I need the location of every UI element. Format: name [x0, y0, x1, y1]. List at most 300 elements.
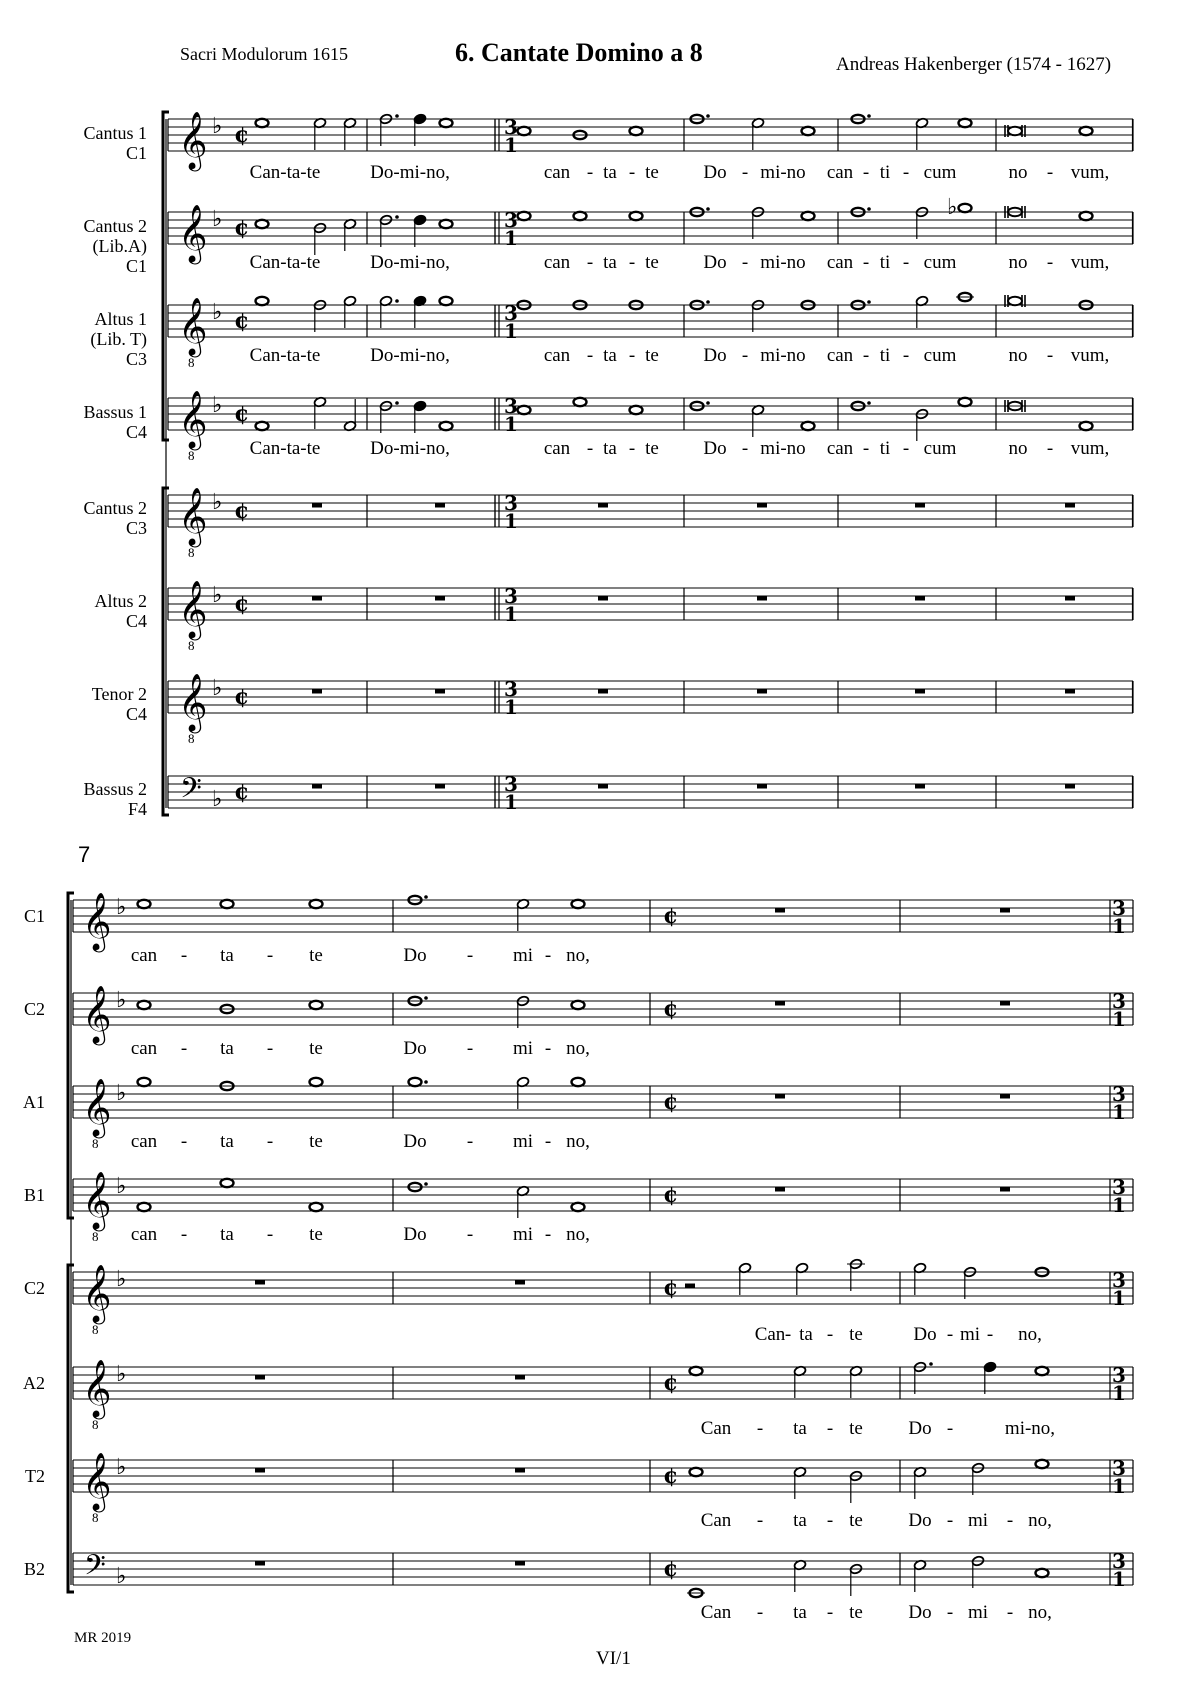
- cut-time-icon: ¢: [234, 684, 250, 710]
- lyric-syllable: vum,: [1070, 438, 1110, 459]
- lyric-syllable: mi: [512, 1224, 534, 1245]
- flat-sign-icon: ♭: [212, 300, 223, 325]
- flat-sign-icon: ♭: [212, 207, 223, 232]
- lyric-syllable: -: [741, 345, 749, 366]
- lyric-syllable: Can: [700, 1602, 732, 1623]
- voice-label: C1: [23, 906, 45, 926]
- treble-clef-icon: 𝄞: [178, 111, 208, 169]
- notehead: [1080, 422, 1093, 430]
- notehead: [1080, 127, 1093, 135]
- time-sig-1: 1: [1112, 1100, 1126, 1124]
- time-sig-3: 3: [504, 677, 518, 701]
- voice-label: C4: [125, 422, 147, 442]
- notehead: [1008, 297, 1022, 305]
- flat-sign-icon: ♭: [116, 1267, 127, 1292]
- lyric-syllable: -: [466, 1131, 474, 1152]
- note: [793, 1559, 806, 1592]
- note: [440, 220, 453, 228]
- lyric-syllable: -: [986, 1324, 994, 1345]
- lyric-syllable: -: [946, 1418, 954, 1439]
- note: [793, 1466, 806, 1499]
- time-sig-3: 3: [1112, 1082, 1126, 1106]
- voice-label: Bassus 2: [83, 779, 147, 799]
- voice-label: C1: [125, 256, 147, 276]
- lyric-syllable: mi-no: [760, 252, 806, 273]
- lyric-syllable: ti: [879, 252, 891, 273]
- lyric-syllable: cum: [923, 345, 957, 366]
- lyric-syllable: Do-mi-no,: [370, 252, 450, 273]
- time-sig-3: 3: [504, 208, 518, 232]
- notehead: [256, 422, 269, 430]
- treble-clef-icon: 𝄞: [178, 487, 208, 545]
- note: [409, 1078, 428, 1086]
- note: [138, 1203, 151, 1211]
- lyric-syllable: ta: [603, 438, 617, 459]
- lyric-syllable: -: [628, 438, 636, 459]
- lyric-syllable: te: [645, 162, 659, 183]
- lyric-syllable: -: [586, 345, 594, 366]
- whole-rest-icon: [312, 784, 322, 789]
- lyric-syllable: mi: [967, 1602, 989, 1623]
- octave-eight-mark: 8: [188, 355, 195, 370]
- note: [847, 1258, 865, 1291]
- voice-label: Tenor 2: [91, 684, 147, 704]
- note: [574, 212, 587, 220]
- note: [690, 1468, 703, 1476]
- whole-rest-icon: [775, 1094, 785, 1099]
- note: [313, 222, 326, 255]
- lyric-syllable: -: [180, 1224, 188, 1245]
- lyric-syllable: te: [309, 1224, 323, 1245]
- lyric-syllable: no,: [566, 1224, 590, 1245]
- whole-rest-icon: [598, 503, 608, 508]
- lyric-syllable: te: [309, 945, 323, 966]
- lyric-syllable: -: [466, 1224, 474, 1245]
- notehead: [518, 212, 531, 220]
- lyric-syllable: Can: [700, 1418, 732, 1439]
- lyric-syllable: cum: [923, 252, 957, 273]
- note: [518, 127, 531, 135]
- notehead: [574, 398, 587, 406]
- cut-time-icon: ¢: [234, 401, 250, 427]
- lyric-syllable: te: [309, 1131, 323, 1152]
- voice-label: A2: [23, 1373, 45, 1393]
- lyric-syllable: -: [756, 1418, 764, 1439]
- note: [1080, 127, 1093, 135]
- note: [802, 212, 815, 220]
- notehead: [959, 398, 972, 406]
- lyric-syllable: vum,: [1070, 252, 1110, 273]
- note: [572, 1078, 585, 1086]
- note: [379, 400, 398, 433]
- lyric-syllable: ta: [220, 945, 234, 966]
- flat-sign-icon: ♭: [212, 676, 223, 701]
- lyric-syllable: -: [544, 1224, 552, 1245]
- cut-time-icon: ¢: [663, 903, 679, 929]
- lyric-syllable: -: [1006, 1510, 1014, 1531]
- notehead: [802, 127, 815, 135]
- flat-sign-icon: ♭: [947, 195, 958, 220]
- treble-clef-icon: 𝄞: [82, 1264, 112, 1322]
- voice-label: C4: [125, 611, 147, 631]
- lyric-syllable: ti: [879, 345, 891, 366]
- note: [310, 1001, 323, 1009]
- cut-time-icon: ¢: [234, 498, 250, 524]
- treble-clef-icon: 𝄞: [178, 204, 208, 262]
- dot: [706, 401, 710, 405]
- lyric-syllable: cum: [923, 438, 957, 459]
- whole-rest-icon: [598, 784, 608, 789]
- notehead: [518, 406, 531, 414]
- cut-time-icon: ¢: [234, 215, 250, 241]
- notehead: [310, 1203, 323, 1211]
- lyric-syllable: Do: [703, 252, 727, 273]
- dot: [395, 401, 399, 405]
- lyric-syllable: no: [1008, 162, 1028, 183]
- time-sig-1: 1: [504, 319, 518, 343]
- notehead: [959, 204, 972, 212]
- staff: [73, 1367, 1133, 1399]
- footer-credit: MR 2019: [74, 1630, 132, 1646]
- note: [256, 220, 269, 228]
- note: [849, 1365, 862, 1398]
- notehead: [221, 1179, 234, 1187]
- note: [310, 900, 323, 908]
- voice-label: Cantus 2: [83, 216, 147, 236]
- note: [310, 1203, 323, 1211]
- treble-clef-icon: 𝄞: [178, 297, 208, 355]
- lyric-syllable: ta: [603, 162, 617, 183]
- time-sig-3: 3: [504, 584, 518, 608]
- note: [343, 218, 356, 251]
- note: [802, 422, 815, 430]
- cut-time-icon: ¢: [234, 591, 250, 617]
- lyric-syllable: te: [849, 1418, 863, 1439]
- whole-rest-icon: [435, 784, 445, 789]
- whole-rest-icon: [775, 908, 785, 913]
- lyric-syllable: mi: [512, 1131, 534, 1152]
- bass-clef-icon: 𝄢: [84, 1549, 106, 1589]
- note: [518, 406, 531, 414]
- note: [802, 127, 815, 135]
- lyric-syllable: te: [849, 1602, 863, 1623]
- whole-rest-icon: [312, 596, 322, 601]
- note: [1080, 422, 1093, 430]
- note: [516, 1076, 529, 1109]
- lyric-syllable: can: [543, 252, 571, 273]
- octave-eight-mark: 8: [188, 638, 195, 653]
- cut-time-icon: ¢: [234, 308, 250, 334]
- treble-clef-icon: 𝄞: [82, 892, 112, 950]
- lyric-syllable: Do-mi-no,: [370, 438, 450, 459]
- staff: [168, 212, 1133, 244]
- voice-label: C2: [23, 999, 45, 1019]
- time-sig-3: 3: [1112, 1268, 1126, 1292]
- staff: [168, 398, 1133, 430]
- octave-eight-mark: 8: [92, 1417, 99, 1432]
- voice-label: C1: [125, 143, 147, 163]
- time-sig-1: 1: [1112, 914, 1126, 938]
- voice-label: Cantus 2: [83, 498, 147, 518]
- lyric-syllable: -: [741, 438, 749, 459]
- lyric-syllable: -: [741, 162, 749, 183]
- cut-time-icon: ¢: [663, 1370, 679, 1396]
- note: [959, 119, 972, 127]
- staff: [73, 993, 1133, 1025]
- lyric-syllable: -: [1046, 345, 1054, 366]
- lyric-syllable: Do: [403, 1038, 427, 1059]
- cut-time-icon: ¢: [234, 779, 250, 805]
- voice-label: B2: [23, 1559, 45, 1579]
- octave-eight-mark: 8: [188, 731, 195, 746]
- time-sig-1: 1: [504, 790, 518, 814]
- voice-label: C3: [125, 349, 147, 369]
- lyric-syllable: -: [266, 1038, 274, 1059]
- whole-rest-icon: [312, 689, 322, 694]
- voice-label: Altus 1: [94, 309, 147, 329]
- whole-rest-icon: [1000, 1094, 1010, 1099]
- lyric-syllable: Do: [913, 1324, 937, 1345]
- lyric-syllable: vum,: [1070, 162, 1110, 183]
- note: [915, 408, 928, 441]
- note: [963, 1266, 976, 1299]
- time-sig-3: 3: [504, 115, 518, 139]
- whole-rest-icon: [598, 689, 608, 694]
- time-sig-3: 3: [504, 491, 518, 515]
- source-title: Sacri Modulorum 1615: [180, 44, 348, 64]
- dot: [867, 401, 871, 405]
- lyric-syllable: can: [543, 162, 571, 183]
- staff: [168, 588, 1133, 620]
- whole-rest-icon: [1065, 689, 1075, 694]
- time-sig-3: 3: [1112, 1175, 1126, 1199]
- whole-rest-icon: [757, 784, 767, 789]
- staff: [168, 119, 1133, 151]
- dot: [867, 300, 871, 304]
- lyric-syllable: ta: [793, 1510, 807, 1531]
- note: [256, 297, 269, 305]
- lyric-syllable: te: [849, 1324, 863, 1345]
- whole-rest-icon: [1065, 596, 1075, 601]
- note: [516, 1185, 529, 1218]
- lyric-syllable: Can-ta-te: [249, 438, 321, 459]
- note: [913, 1262, 926, 1295]
- note: [138, 1001, 151, 1009]
- lyric-syllable: -: [756, 1602, 764, 1623]
- cut-time-icon: ¢: [663, 996, 679, 1022]
- time-sig-1: 1: [504, 695, 518, 719]
- lyric-syllable: -: [586, 162, 594, 183]
- lyric-syllable: -: [1006, 1602, 1014, 1623]
- lyric-syllable: no,: [1028, 1602, 1052, 1623]
- notehead: [440, 422, 453, 430]
- cut-time-icon: ¢: [663, 1556, 679, 1582]
- staff: [73, 1272, 1133, 1304]
- note: [959, 398, 972, 406]
- lyric-syllable: ta: [220, 1038, 234, 1059]
- note: [1005, 295, 1025, 307]
- note: [574, 398, 587, 406]
- notehead: [310, 1078, 323, 1086]
- lyric-syllable: -: [1046, 438, 1054, 459]
- lyric-syllable: mi: [512, 1038, 534, 1059]
- note: [630, 406, 643, 414]
- whole-rest-icon: [312, 503, 322, 508]
- voice-label: F4: [127, 799, 147, 819]
- note: [313, 299, 326, 332]
- dot: [867, 114, 871, 118]
- note: [379, 214, 398, 247]
- flat-sign-icon: ♭: [212, 114, 223, 139]
- lyric-syllable: -: [826, 1418, 834, 1439]
- lyric-syllable: -: [180, 1131, 188, 1152]
- note: [971, 1462, 984, 1495]
- lyric-syllable: -: [628, 162, 636, 183]
- time-sig-1: 1: [1112, 1381, 1126, 1405]
- time-sig-1: 1: [504, 226, 518, 250]
- notehead: [572, 900, 585, 908]
- note: [221, 1179, 234, 1187]
- staff: [168, 495, 1133, 527]
- lyric-syllable: ta: [603, 252, 617, 273]
- lyric-syllable: Can-ta-te: [249, 252, 321, 273]
- lyric-syllable: ta: [799, 1324, 813, 1345]
- whole-rest-icon: [1065, 784, 1075, 789]
- dot: [867, 207, 871, 211]
- notehead: [310, 900, 323, 908]
- whole-rest-icon: [1065, 503, 1075, 508]
- staff: [168, 305, 1133, 337]
- page-number: VI/1: [596, 1648, 631, 1669]
- note: [913, 1361, 932, 1394]
- whole-rest-icon: [915, 596, 925, 601]
- lyric-syllable: -: [946, 1324, 954, 1345]
- note: [956, 293, 974, 301]
- lyric-syllable: Do-mi-no,: [370, 162, 450, 183]
- whole-rest-icon: [1000, 908, 1010, 913]
- lyric-syllable: Do: [403, 1131, 427, 1152]
- notehead: [440, 297, 453, 305]
- lyric-syllable: Do: [703, 438, 727, 459]
- lyric-syllable: ti: [879, 162, 891, 183]
- whole-rest-icon: [255, 1375, 265, 1380]
- note: [1036, 1569, 1049, 1577]
- notehead: [690, 1468, 703, 1476]
- time-sig-3: 3: [1112, 1456, 1126, 1480]
- note: [915, 295, 928, 328]
- lyric-syllable: no,: [1018, 1324, 1042, 1345]
- lyric-syllable: -: [544, 945, 552, 966]
- lyric-syllable: -: [266, 945, 274, 966]
- notehead: [630, 212, 643, 220]
- treble-clef-icon: 𝄞: [82, 985, 112, 1043]
- notehead: [221, 900, 234, 908]
- note: [313, 396, 326, 429]
- lyric-syllable: ta: [793, 1418, 807, 1439]
- notehead: [1036, 1460, 1049, 1468]
- whole-rest-icon: [255, 1280, 265, 1285]
- flat-sign-icon: ♭: [212, 393, 223, 418]
- lyric-syllable: can: [826, 438, 854, 459]
- cut-time-icon: ¢: [663, 1182, 679, 1208]
- lyric-syllable: can: [130, 945, 158, 966]
- dot: [424, 1182, 428, 1186]
- lyric-syllable: -: [756, 1510, 764, 1531]
- note: [440, 422, 453, 430]
- notehead: [440, 220, 453, 228]
- time-sig-1: 1: [1112, 1193, 1126, 1217]
- notehead: [310, 1001, 323, 1009]
- lyric-syllable: Can-ta-te: [249, 162, 321, 183]
- octave-eight-mark: 8: [188, 448, 195, 463]
- notehead: [256, 297, 269, 305]
- voice-label: (Lib. T): [90, 329, 147, 349]
- time-sig-1: 1: [504, 602, 518, 626]
- notehead: [256, 119, 269, 127]
- lyric-syllable: te: [849, 1510, 863, 1531]
- notehead: [1036, 1367, 1049, 1375]
- lyric-syllable: ta: [793, 1602, 807, 1623]
- lyric-syllable: Do: [403, 945, 427, 966]
- cut-time-icon: ¢: [234, 122, 250, 148]
- notehead: [574, 212, 587, 220]
- note: [849, 1563, 862, 1596]
- lyric-syllable: mi: [967, 1510, 989, 1531]
- lyric-syllable: Can-ta-te: [249, 345, 321, 366]
- note: [516, 898, 529, 931]
- lyric-syllable: -: [180, 945, 188, 966]
- whole-rest-icon: [515, 1561, 525, 1566]
- lyric-syllable: -: [862, 162, 870, 183]
- notehead: [138, 1001, 151, 1009]
- time-sig-3: 3: [1112, 989, 1126, 1013]
- note: [313, 117, 326, 150]
- notehead: [409, 1078, 422, 1086]
- notehead: [802, 212, 815, 220]
- whole-rest-icon: [775, 1187, 785, 1192]
- voice-label: (Lib.A): [92, 236, 147, 256]
- note: [751, 206, 764, 239]
- dot: [395, 114, 399, 118]
- note: [518, 212, 531, 220]
- time-sig-3: 3: [1112, 1549, 1126, 1573]
- flat-sign-icon: ♭: [116, 1362, 127, 1387]
- note: [310, 1078, 323, 1086]
- lyric-syllable: -: [544, 1131, 552, 1152]
- lyric-syllable: Do-mi-no,: [370, 345, 450, 366]
- lyric-syllable: -: [826, 1510, 834, 1531]
- notehead: [1036, 1569, 1049, 1577]
- voice-label: A1: [23, 1092, 45, 1112]
- lyric-syllable: mi-no: [760, 438, 806, 459]
- lyric-syllable: Do: [908, 1602, 932, 1623]
- dot: [395, 215, 399, 219]
- lyric-syllable: -: [902, 252, 910, 273]
- note: [221, 900, 234, 908]
- lyric-syllable: -: [862, 345, 870, 366]
- staff: [168, 681, 1133, 713]
- treble-clef-icon: 𝄞: [178, 390, 208, 448]
- notehead: [959, 119, 972, 127]
- voice-label: C4: [125, 704, 147, 724]
- dot: [929, 1362, 933, 1366]
- note: [983, 1361, 996, 1394]
- notehead: [630, 127, 643, 135]
- lyric-syllable: -: [902, 162, 910, 183]
- lyric-syllable: cum: [923, 162, 957, 183]
- note: [516, 995, 529, 1028]
- treble-clef-icon: 𝄞: [82, 1452, 112, 1510]
